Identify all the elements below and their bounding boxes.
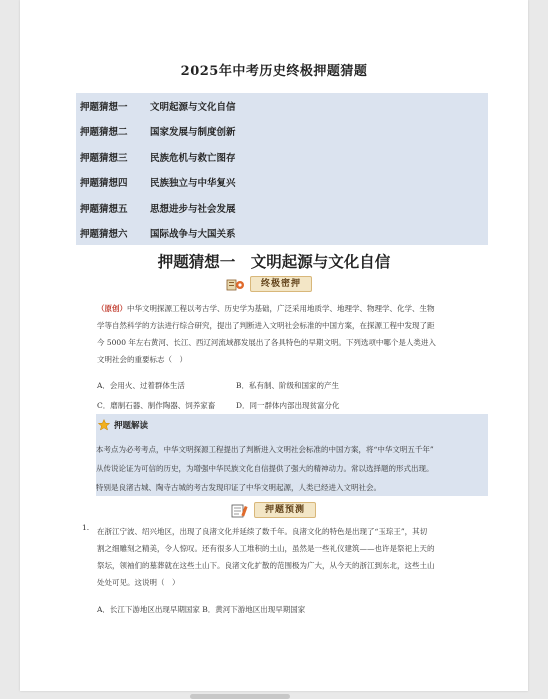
pencil-notebook-icon — [230, 503, 250, 517]
star-icon — [98, 419, 110, 431]
question-number: 1. — [82, 523, 90, 532]
stem-line: 割之细雕刻之精美，令人惊叹。还有很多人工堆积的土山，虽然是一些礼仪建筑——也许是祭祀上天的 — [97, 544, 435, 553]
toc-item[interactable] — [80, 201, 236, 217]
forecast-badge — [230, 502, 316, 518]
toc-item[interactable] — [80, 175, 236, 191]
option-c[interactable]: C．磨制石器、制作陶器、饲养家畜 — [97, 401, 216, 410]
table-of-contents — [76, 93, 488, 245]
analysis-box — [96, 414, 488, 496]
stem-line: 学等自然科学的方法进行综合研究，提出了判断进入文明社会标准的中国方案，在探源工程中发现了距 — [97, 321, 435, 330]
stem-line: （原创）中华文明探源工程以考古学、历史学为基础，广泛采用地质学、地理学、物理学、化学、生物 — [97, 304, 435, 313]
analysis-line: 本考点为必考考点，中华文明探源工程提出了判断进入文明社会标准的中国方案，将“中华文明五千年” — [96, 445, 434, 454]
badge-label: 押题预测 — [254, 502, 316, 518]
badge-label: 终极密押 — [250, 276, 312, 292]
option-line-ab[interactable]: A．长江下游地区出现早期国家 B．黄河下游地区出现早期国家 — [97, 605, 306, 614]
toc-item[interactable] — [80, 150, 236, 166]
option-d[interactable]: D．同一群体内部出现贫富分化 — [236, 401, 340, 410]
toc-item-text: 思想进步与社会发展 — [150, 204, 236, 215]
toc-item-number: 押题猜想六 — [80, 229, 128, 240]
horizontal-scrollbar[interactable] — [190, 694, 290, 699]
award-icon — [226, 277, 246, 291]
question-stem — [97, 300, 491, 368]
toc-item-number: 押题猜想二 — [80, 127, 128, 138]
analysis-text — [96, 440, 488, 497]
toc-item-text: 国际战争与大国关系 — [150, 229, 236, 240]
analysis-heading-text: 押题解读 — [114, 421, 149, 431]
stem-line: 今 5000 年左右黄河、长江、西辽河流域都发展出了各具特色的早期文明。下列选项中哪个是人类进入 — [97, 338, 436, 347]
question-stem — [97, 523, 491, 591]
final-bet-badge — [226, 276, 312, 292]
toc-item-number: 押题猜想五 — [80, 204, 128, 215]
toc-item[interactable] — [80, 226, 236, 242]
stem-line: 在浙江宁波、绍兴地区，出现了良渚文化并延续了数千年。良渚文化的特色是出现了“玉琮王”，其切 — [97, 527, 428, 536]
stem-line: 祭坛，领袖们的墓葬就在这些土山下。良渚文化扩散的范围极为广大，从今天的浙江到东北，这些土山 — [97, 561, 435, 570]
option-a[interactable]: A．会用火、过着群体生活 — [97, 381, 185, 390]
toc-item-text: 文明起源与文化自信 — [150, 102, 236, 113]
toc-item[interactable] — [80, 124, 236, 140]
toc-item-number: 押题猜想四 — [80, 178, 128, 189]
section-title: 押题猜想一 文明起源与文化自信 — [157, 252, 391, 271]
analysis-line: 从传说论证为可信的历史，为增强中华民族文化自信提供了强大的精神动力。常以选择题的形式出现。 — [96, 464, 434, 473]
toc-item-text: 民族独立与中华复兴 — [150, 178, 236, 189]
stem-line: 文明社会的重要标志（ ） — [97, 355, 187, 364]
toc-item-text: 国家发展与制度创新 — [150, 127, 236, 138]
doc-title: 2025年中考历史终极押题猜题 — [180, 64, 368, 79]
toc-item[interactable] — [80, 99, 236, 115]
toc-item-text: 民族危机与救亡图存 — [150, 153, 236, 164]
analysis-line: 特别是良渚古城、陶寺古城的考古发现印证了中华文明起源，人类已经进入文明社会。 — [96, 483, 381, 492]
stem-line: 处处可见。这说明（ ） — [97, 578, 180, 587]
document-page — [20, 0, 528, 691]
option-b[interactable]: B．私有制、阶级和国家的产生 — [236, 381, 340, 390]
toc-item-number: 押题猜想三 — [80, 153, 128, 164]
source-tag: （原创） — [97, 304, 127, 313]
toc-item-number: 押题猜想一 — [80, 102, 128, 113]
analysis-heading — [98, 419, 148, 431]
